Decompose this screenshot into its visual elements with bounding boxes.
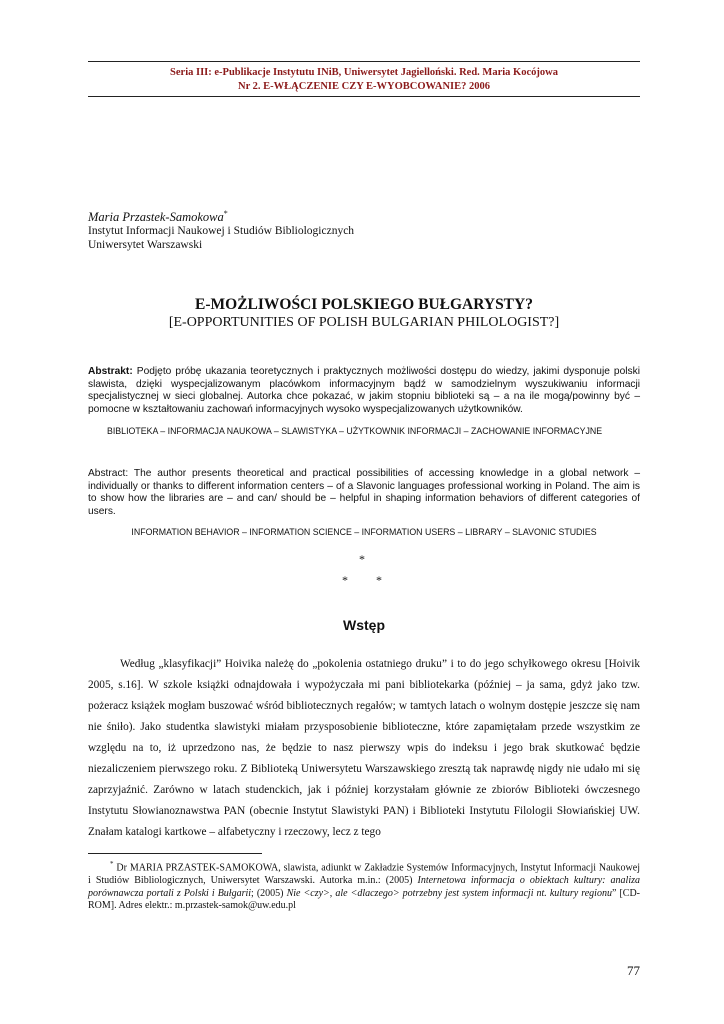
separator-star-right: * — [376, 573, 382, 587]
author-block — [88, 207, 640, 252]
footnote-text-3: ” [CD-ROM]. Adres elektr.: m.przastek-samok@uw.edu.pl — [88, 887, 640, 912]
separator-star-left: * — [342, 573, 348, 587]
footnote-rule — [88, 853, 262, 854]
author-footnote-mark: * — [223, 209, 228, 218]
page-number: 77 — [627, 963, 640, 978]
body-text — [88, 654, 640, 843]
keywords-english: INFORMATION BEHAVIOR – INFORMATION SCIENCE – INFORMATION USERS – LIBRARY – SLAVONIC STUDIES — [131, 527, 597, 537]
footnote-title-1: Internetowa informacja o obiektach kultury: analiza porównawcza portali z Polski i Bułgarii — [88, 874, 640, 899]
section-heading: Wstęp — [343, 617, 385, 633]
series-line: Seria III: e-Publikacje Instytutu INiB, Uniwersytet Jagielloński. Red. Maria Kocójowa — [170, 67, 558, 78]
footnote-text-1: Dr MARIA PRZASTEK-SAMOKOWA, slawista, adiunkt w Zakładzie Systemów Informacyjnych, Instytut Informacji Naukowej i Studiów Bibliologicznych, Uniwersytet Warszawski. Autorka m.in.: (2005) — [88, 862, 640, 886]
abstract-polish-text: Podjęto próbę ukazania teoretycznych i praktycznych możliwości dostępu do wiedzy, jakimi dysponuje polski slawista, dzięki wyspecjalizowanym placówkom informacyjnym bądź w samodzielnym wyszukiwaniu informacji specjalistycznej w sieci globalnej. Autorka chce pokazać, w jakim stopniu biblioteki są – a na ile mogą/powinny być – pomocne w kształtowaniu zachowań informacyjnych wysoko wyspecjalizowanych użytkowników. — [88, 366, 640, 415]
author-name — [88, 207, 640, 224]
footnote — [88, 858, 640, 913]
issue-line: Nr 2. E-WŁĄCZENIE CZY E-WYOBCOWANIE? 2006 — [237, 81, 491, 92]
footnote-mark: * — [110, 860, 114, 868]
separator-star-top: * — [359, 552, 365, 566]
author-affiliation-university: Uniwersytet Warszawski — [88, 239, 203, 252]
header-bottom-rule — [88, 96, 640, 97]
footnote-title-2: Nie <czy>, ale <dlaczego> potrzebny jest system informacji nt. kultury regionu — [286, 887, 612, 899]
abstract-polish — [88, 366, 640, 416]
paper-title: E-MOŻLIWOŚCI POLSKIEGO BUŁGARYSTY? — [195, 296, 533, 313]
abstract-english: Abstract: The author presents theoretical and practical possibilities of accessing knowledge in a global network – individually or thanks to different information centers – of a Slavonic languages professional working in Poland. The aim is to show how the libraries are – and can/ should be – helpful in shaping information behaviors of different categories of users. — [88, 468, 640, 517]
keywords-polish: BIBLIOTEKA – INFORMACJA NAUKOWA – SLAWISTYKA – UŻYTKOWNIK INFORMACJI – ZACHOWANIE INFORMACYJNE — [107, 426, 603, 436]
paper-title-english: [E-OPPORTUNITIES OF POLISH BULGARIAN PHILOLOGIST?] — [168, 315, 560, 330]
body-paragraph: Według „klasyfikacji” Hoivika należę do „pokolenia ostatniego druku” i to do jego schyłkowego okresu [Hoivik 2005, s.16]. W szkole książki odnajdowała i wypożyczała mi pani bibliotekarka (później – ja sama, gdyż jako tzw. pożeracz książek mogłam buszować wśród bibliotecznych regałów; w tamtych latach o wolnym dostępie jeszcze się nam nie śniło). Jako studentka slawistyki miałam przysposobienie biblioteczne, które zapamiętałam przede wszystkim ze względu na to, iż uprzedzono nas, że będzie to nasz pierwszy wpis do indeksu i jego brak skutkować będzie niezaliczeniem pierwszego roku. Z Biblioteką Uniwersytetu Warszawskiego zresztą tak naprawdę nigdy nie udało mi się zaprzyjaźnić. Zarówno w latach studenckich, jak i później korzystałam głównie ze zbiorów Biblioteki ówczesnego Instytutu Słowianoznawstwa PAN (obecnie Instytut Slawistyki PAN) i Biblioteki Instytutu Filologii Słowiańskiej UW. Znałam katalogi kartkowe – alfabetyczny i rzeczowy, lecz z tego — [88, 658, 640, 838]
author-affiliation-institute: Instytut Informacji Naukowej i Studiów Bibliologicznych — [88, 225, 355, 238]
abstract-label: Abstrakt: — [88, 366, 133, 377]
header-top-rule — [88, 61, 640, 62]
footnote-text-2: ; (2005) — [251, 887, 287, 899]
author-name-text: Maria Przastek-Samokowa — [88, 210, 224, 225]
